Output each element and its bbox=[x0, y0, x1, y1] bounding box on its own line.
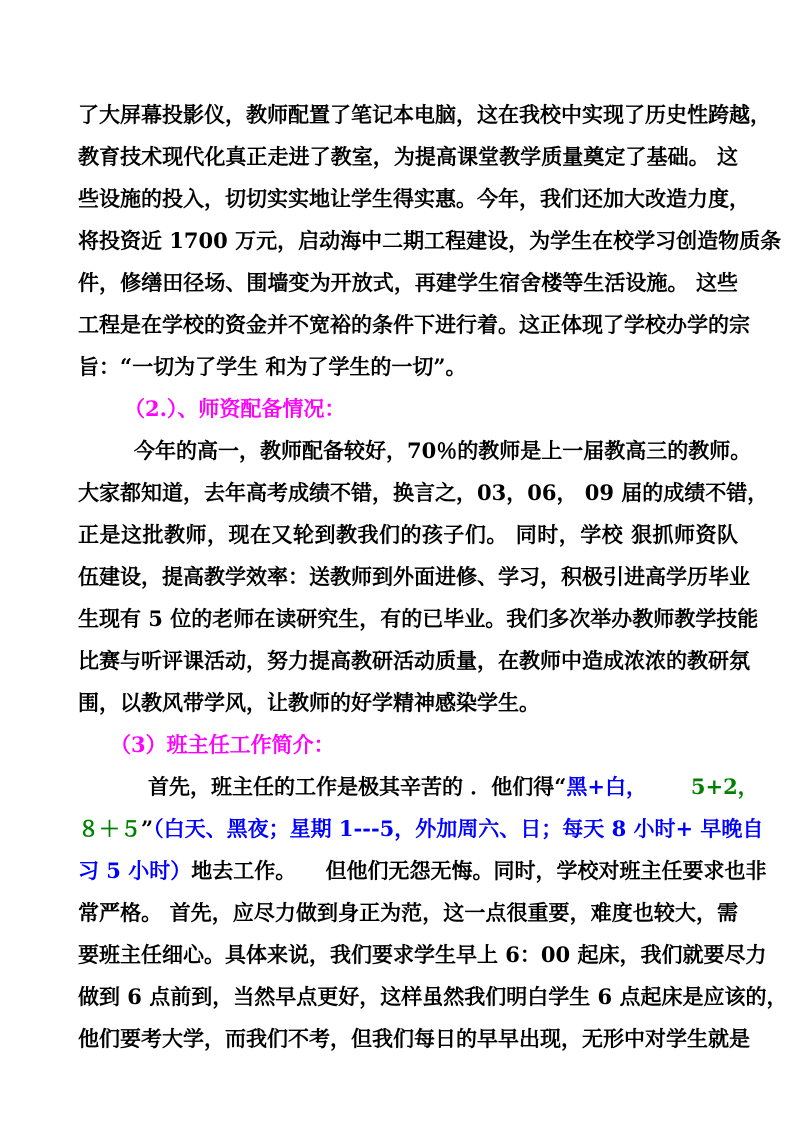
highlight-text: （白天、黑夜；星期 1---5，外加周六、日；每天 8 小时+ 早晚自 bbox=[153, 816, 764, 841]
text-line: 比赛与听评课活动，努力提高教研活动质量，在教师中造成浓浓的教研氛 bbox=[78, 648, 750, 673]
text-line: 大家都知道，去年高考成绩不错，换言之，03，06， 09 届的成绩不错， bbox=[78, 480, 769, 505]
text-line: 做到 6 点前到，当然早点更好，这样虽然我们明白学生 6 点起床是应该的， bbox=[78, 984, 788, 1009]
highlight-text: ８＋５ bbox=[78, 816, 141, 841]
text-line: 教育技术现代化真正走进了教室，为提高课堂教学质量奠定了基础。 这 bbox=[78, 144, 738, 169]
text-line: 今年的高一，教师配备较好，70％的教师是上一届教高三的教师。 bbox=[134, 438, 752, 463]
section-heading: （2.）、师资配备情况： bbox=[124, 396, 346, 421]
text-line: 常严格。 首先，应尽力做到身正为范，这一点很重要，难度也较大，需 bbox=[78, 900, 738, 925]
text-line bbox=[78, 856, 767, 886]
text-line: 件，修缮田径场、围墙变为开放式，再建学生宿舍楼等生活设施。 这些 bbox=[78, 270, 738, 295]
text-line: 围，以教风带学风，让教师的好学精神感染学生。 bbox=[78, 690, 540, 715]
text-line: 正是这批教师，现在又轮到教我们的孩子们。 同时，学校 狠抓师资队 bbox=[78, 522, 738, 547]
text-line: 生现有 5 位的老师在读研究生，有的已毕业。我们多次举办教师教学技能 bbox=[78, 606, 759, 631]
text-run: ” bbox=[141, 816, 154, 841]
text-line: 旨：“一切为了学生 和为了学生的一切”。 bbox=[78, 354, 467, 379]
text-line: 了大屏幕投影仪，教师配置了笔记本电脑，这在我校中实现了历史性跨越， bbox=[78, 102, 771, 127]
highlight-text: 习 5 小时） bbox=[78, 858, 192, 883]
text-line: 他们要考大学，而我们不考，但我们每日的早早出现，无形中对学生就是 bbox=[78, 1026, 750, 1051]
highlight-text: 黑+白， bbox=[566, 774, 647, 799]
text-line: 要班主任细心。具体来说，我们要求学生早上 6：00 起床，我们就要尽力 bbox=[78, 942, 767, 967]
text-line: 将投资近 1700 万元，启动海中二期工程建设，为学生在校学习创造物质条 bbox=[78, 228, 782, 253]
section-heading: （3）班主任工作简介： bbox=[110, 732, 335, 757]
highlight-text: 5+2， bbox=[647, 774, 759, 799]
text-line bbox=[78, 814, 764, 844]
text-line: 伍建设，提高教学效率：送教师到外面进修、学习，积极引进高学历毕业 bbox=[78, 564, 750, 589]
text-line: 工程是在学校的资金并不宽裕的条件下进行着。这正体现了学校办学的宗 bbox=[78, 312, 750, 337]
text-run: 首先，班主任的工作是极其辛苦的 ．他们得“ bbox=[148, 774, 567, 799]
text-line: 些设施的投入，切切实实地让学生得实惠。今年，我们还加大改造力度， bbox=[78, 186, 750, 211]
text-line bbox=[148, 772, 759, 802]
text-run: 地去工作。 但他们无怨无悔。同时，学校对班主任要求也非 bbox=[191, 858, 767, 883]
